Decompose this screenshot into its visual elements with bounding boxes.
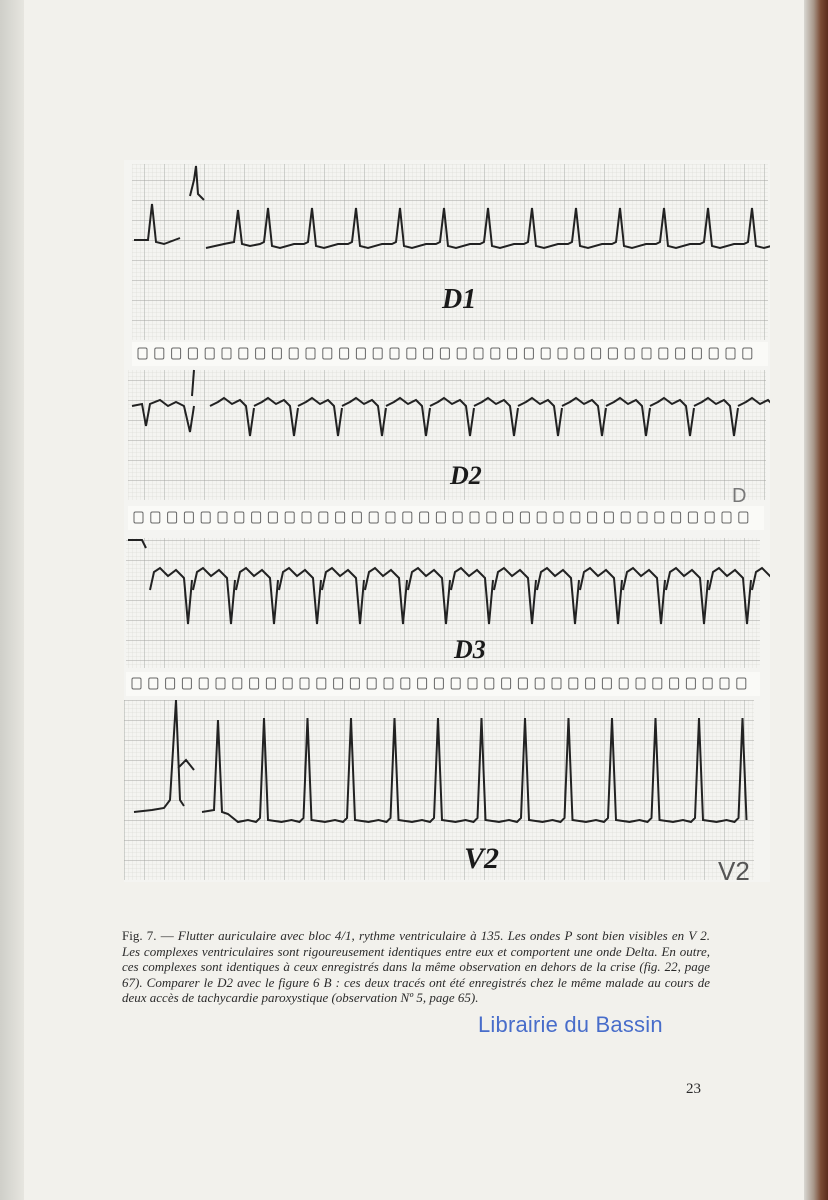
lead-label-d2: D2 [450,461,482,490]
strip-d2-grid [128,370,766,500]
ecg-tracings [124,160,770,882]
caption-lead: Fig. 7. — [122,928,174,943]
caption-body: Flutter auriculaire avec bloc 4/1, rythme ventriculaire à 135. Les ondes P sont bien visibles en V 2. Les complexes ventriculaires sont rigoureusement identiques entre eux et comportent une onde Delta. En outre, ces complexes sont identiques à ceux enregistrés dans la même observation en dehors de la crise (fig. 22, page 67). Comparer le D2 avec le figure 6 B : ces deux tracés ont été enregistrés chez le même malade au cours de deux accès de tachycardie paroxystique (observation Nº 5, page 65). [122,928,710,1006]
lead-label-d1: D1 [442,284,477,315]
seller-watermark: Librairie du Bassin [478,1012,663,1037]
margin-mark-d: D [732,485,747,507]
lead-label-v2: V2 [464,842,500,875]
strip-d3-grid [126,538,760,668]
figure-caption [122,928,710,1006]
book-gutter [0,0,24,1200]
page-number: 23 [686,1081,701,1097]
lead-label-d3: D3 [454,635,486,664]
ecg-figure [124,160,770,882]
margin-mark-v2: V2 [718,856,750,882]
book-edge [804,0,828,1200]
